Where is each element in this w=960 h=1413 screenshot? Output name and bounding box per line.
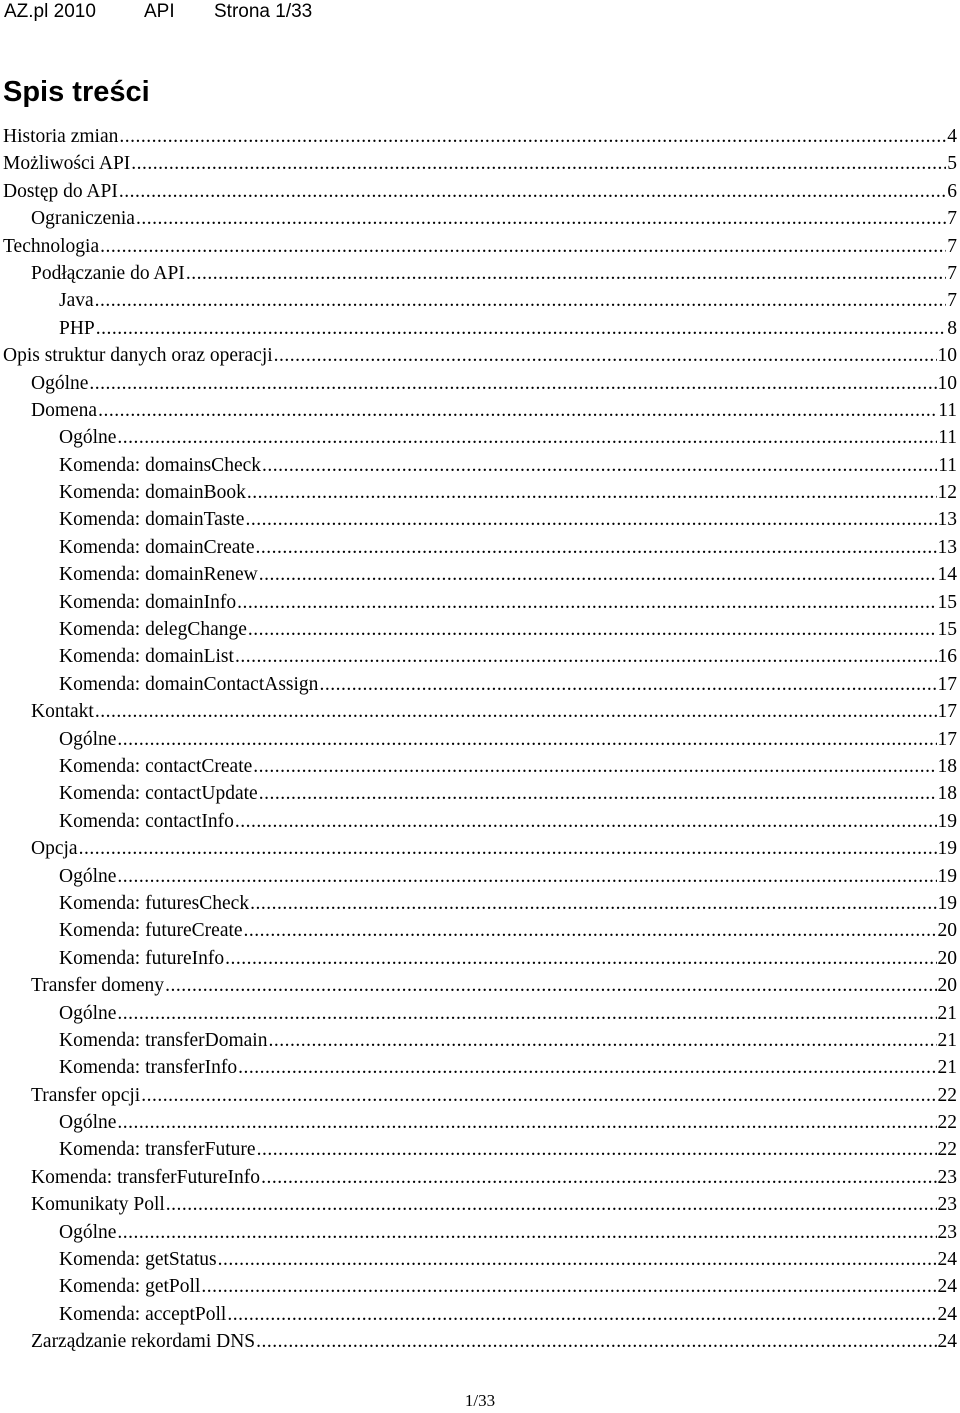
toc-entry-label[interactable]: Komenda: domainContactAssign [59,673,319,695]
toc-entry[interactable] [0,780,960,807]
toc-entry-label[interactable]: Ogólne [31,372,89,394]
toc-entry-page[interactable]: 19 [937,865,957,887]
toc-dot-leader [245,506,936,533]
toc-entry[interactable] [0,506,960,533]
toc-entry-page[interactable]: 19 [937,810,957,832]
toc-dot-leader [274,342,937,369]
toc-dot-leader [96,315,946,342]
toc-entry-label[interactable]: Zarządzanie rekordami DNS [31,1331,256,1353]
toc-entry-page[interactable]: 24 [937,1276,957,1298]
toc-entry[interactable] [0,1219,960,1246]
toc-entry[interactable] [0,1191,960,1218]
toc-dot-leader [262,452,937,479]
toc-dot-leader [119,123,946,150]
toc-entry-page[interactable]: 18 [937,755,957,777]
page-title: Spis treści [3,76,150,108]
toc-entry[interactable] [0,1136,960,1163]
toc-dot-leader [248,616,937,643]
toc-entry-page[interactable]: 19 [937,838,957,860]
toc-entry[interactable] [0,424,960,451]
toc-dot-leader [119,178,946,205]
toc-entry-page[interactable]: 23 [937,1194,957,1216]
toc-entry-label[interactable]: Komenda: getStatus [59,1249,217,1271]
toc-entry-page[interactable]: 19 [937,892,957,914]
toc-entry[interactable] [0,1164,960,1191]
toc-entry-page[interactable]: 4 [947,126,957,147]
toc-entry[interactable] [0,479,960,506]
toc-dot-leader [117,726,936,753]
toc-dot-leader [268,1027,936,1054]
toc-entry-page[interactable]: 18 [937,783,957,805]
toc-entry-label[interactable]: Ogólne [59,1112,117,1134]
toc-entry-label[interactable]: Komenda: domainRenew [59,564,258,586]
header-section: API [144,1,175,22]
toc-entry-label[interactable]: Transfer domeny [31,975,165,997]
toc-dot-leader [259,780,937,807]
toc-dot-leader [79,835,937,862]
toc-entry-page[interactable]: 23 [937,1221,957,1243]
toc-entry-page[interactable]: 22 [937,1112,957,1134]
toc-dot-leader [141,1082,936,1109]
toc-entry-page[interactable]: 12 [937,482,957,504]
toc-entry-page[interactable]: 17 [937,728,957,750]
toc-entry[interactable] [0,452,960,479]
toc-entry[interactable] [0,123,960,150]
toc-entry[interactable] [0,1328,960,1355]
toc-entry-label[interactable]: Opis struktur danych oraz operacji [3,345,273,367]
toc-dot-leader [256,1328,936,1355]
toc-entry[interactable] [0,589,960,616]
toc-entry-page[interactable]: 20 [937,920,957,942]
toc-entry[interactable] [0,972,960,999]
toc-entry-page[interactable]: 11 [938,399,957,421]
toc-dot-leader [253,753,936,780]
toc-entry-page[interactable]: 21 [937,1002,957,1024]
toc-entry-label[interactable]: Komunikaty Poll [31,1194,165,1216]
toc-dot-leader [98,397,937,424]
toc-entry-page[interactable]: 11 [938,427,957,449]
toc-entry-label[interactable]: Komenda: transferInfo [59,1057,238,1079]
toc-entry[interactable] [0,150,960,177]
toc-entry[interactable] [0,233,960,260]
toc-entry[interactable] [0,561,960,588]
header-page-number: Strona 1/33 [214,1,313,22]
toc-entry-page[interactable]: 22 [937,1139,957,1161]
toc-entry-label[interactable]: Ogólne [59,865,117,887]
toc-dot-leader [259,561,937,588]
toc-entry-page[interactable]: 20 [937,975,957,997]
toc-entry-label[interactable]: Ogólne [59,728,117,750]
toc-entry-page[interactable]: 5 [947,153,957,175]
toc-entry-page[interactable]: 17 [937,673,957,695]
toc-entry[interactable] [0,397,960,424]
toc-entry[interactable] [0,1027,960,1054]
toc-entry-page[interactable]: 6 [947,180,957,202]
toc-entry-page[interactable]: 7 [947,290,957,312]
toc-entry-label[interactable]: Ogólne [59,1221,117,1243]
toc-entry-page[interactable]: 7 [947,235,957,257]
toc-entry-page[interactable]: 10 [937,372,957,394]
toc-dot-leader [247,479,937,506]
toc-entry-page[interactable]: 7 [947,262,957,284]
toc-dot-leader [237,589,936,616]
toc-entry-label[interactable]: Komenda: futuresCheck [59,892,250,914]
toc-entry-page[interactable]: 13 [937,536,957,558]
toc-dot-leader [238,1054,936,1081]
toc-dot-leader [319,671,936,698]
toc-dot-leader [235,808,937,835]
toc-entry-label[interactable]: Komenda: futureCreate [59,920,243,942]
toc-dot-leader [244,917,937,944]
toc-entry-label[interactable]: Komenda: domainsCheck [59,454,261,476]
toc-entry-label[interactable]: Dostęp do API [3,180,118,202]
toc-entry[interactable] [0,178,960,205]
toc-entry-page[interactable]: 7 [947,208,957,230]
toc-entry-label[interactable]: Komenda: delegChange [59,619,247,641]
toc-entry-label[interactable]: Komenda: transferFutureInfo [31,1166,261,1188]
toc-entry-label[interactable]: Domena [31,399,98,421]
toc-entry[interactable] [0,726,960,753]
toc-entry-label[interactable]: Ogólne [59,1002,117,1024]
toc-entry[interactable] [0,671,960,698]
toc-entry-page[interactable]: 24 [937,1303,957,1325]
toc-entry[interactable] [0,643,960,670]
toc-entry-label[interactable]: Java [59,290,94,312]
toc-dot-leader [257,1136,937,1163]
toc-dot-leader [227,1301,936,1328]
toc-entry[interactable] [0,808,960,835]
toc-entry[interactable] [0,287,960,314]
toc-entry-page[interactable]: 14 [937,564,957,586]
page-header [4,0,312,26]
toc-entry-page[interactable]: 23 [937,1166,957,1188]
toc-entry[interactable] [0,1246,960,1273]
toc-entry-label[interactable]: Możliwości API [3,153,131,175]
toc-dot-leader [95,287,947,314]
toc-dot-leader [117,863,936,890]
toc-entry-page[interactable]: 21 [937,1057,957,1079]
toc-dot-leader [201,1273,936,1300]
toc-entry-page[interactable]: 24 [937,1249,957,1271]
toc-entry-label[interactable]: Komenda: getPoll [59,1276,201,1298]
toc-dot-leader [136,205,946,232]
toc-entry[interactable] [0,616,960,643]
toc-entry[interactable] [0,205,960,232]
toc-entry[interactable] [0,260,960,287]
toc-entry-label[interactable]: Komenda: contactInfo [59,810,234,832]
toc-entry[interactable] [0,753,960,780]
toc-dot-leader [117,1000,936,1027]
toc-dot-leader [117,1109,936,1136]
toc-entry-page[interactable]: 20 [937,947,957,969]
toc-entry-label[interactable]: Technologia [3,235,100,257]
toc-dot-leader [117,1219,936,1246]
toc-entry-page[interactable]: 8 [947,317,957,339]
toc-dot-leader [225,945,936,972]
toc-entry[interactable] [0,863,960,890]
toc-entry-label[interactable]: Transfer opcji [31,1084,141,1106]
toc-entry[interactable] [0,698,960,725]
toc-entry[interactable] [0,534,960,561]
toc-entry-label[interactable]: Komenda: transferDomain [59,1029,268,1051]
footer-page-number: 1/33 [464,1391,496,1410]
toc-entry-label[interactable]: PHP [59,317,95,339]
toc-entry[interactable] [0,945,960,972]
toc-entry[interactable] [0,370,960,397]
toc-dot-leader [166,1191,937,1218]
toc-entry-page[interactable]: 11 [938,454,957,476]
toc-entry-label[interactable]: Historia zmian [3,126,119,147]
toc-entry-label[interactable]: Komenda: futureInfo [59,947,225,969]
header-doc-name: AZ.pl 2010 [4,1,96,22]
toc-entry[interactable] [0,835,960,862]
toc-entry-page[interactable]: 15 [937,619,957,641]
toc-dot-leader [131,150,946,177]
toc-entry[interactable] [0,1082,960,1109]
toc-entry[interactable] [0,1054,960,1081]
toc-dot-leader [95,698,937,725]
toc-dot-leader [89,370,936,397]
toc-entry[interactable] [0,1301,960,1328]
toc-entry-label[interactable]: Komenda: domainList [59,646,234,668]
toc-entry-page[interactable]: 21 [937,1029,957,1051]
toc-dot-leader [255,534,936,561]
toc-entry-page[interactable]: 10 [937,345,957,367]
toc-entry-page[interactable]: 17 [937,701,957,723]
toc-entry-label[interactable]: Ogólne [59,427,117,449]
toc-entry[interactable] [0,1000,960,1027]
toc-dot-leader [235,643,937,670]
toc-entry-label[interactable]: Ograniczenia [31,208,135,230]
toc-entry-label[interactable]: Komenda: contactCreate [59,755,253,777]
toc-entry-label[interactable]: Opcja [31,838,78,860]
toc-entry-label[interactable]: Komenda: domainBook [59,482,246,504]
toc-entry[interactable] [0,1109,960,1136]
toc-dot-leader [218,1246,937,1273]
toc-entry-label[interactable]: Komenda: transferFuture [59,1139,256,1161]
toc-entry-label[interactable]: Komenda: acceptPoll [59,1303,227,1325]
toc-entry[interactable] [0,890,960,917]
toc-entry-page[interactable]: 15 [937,591,957,613]
toc-entry-label[interactable]: Komenda: domainTaste [59,509,245,531]
toc-entry-label[interactable]: Komenda: domainCreate [59,536,255,558]
toc-dot-leader [261,1164,936,1191]
toc-dot-leader [165,972,936,999]
toc-entry-label[interactable]: Komenda: contactUpdate [59,783,258,805]
toc-entry-page[interactable]: 13 [937,509,957,531]
toc-entry-label[interactable]: Komenda: domainInfo [59,591,237,613]
toc-entry-page[interactable]: 16 [937,646,957,668]
toc-entry-label[interactable]: Podłączanie do API [31,262,185,284]
toc-entry[interactable] [0,342,960,369]
toc-dot-leader [100,233,946,260]
toc-entry[interactable] [0,315,960,342]
toc-entry-label[interactable]: Kontakt [31,701,94,723]
toc-dot-leader [117,424,937,451]
toc-entry[interactable] [0,1273,960,1300]
toc-dot-leader [186,260,946,287]
toc-entry-page[interactable]: 22 [937,1084,957,1106]
toc-entry[interactable] [0,917,960,944]
toc-entry-page[interactable]: 24 [937,1331,957,1353]
page-footer [0,1390,960,1412]
toc-dot-leader [250,890,936,917]
table-of-contents [0,123,960,1356]
